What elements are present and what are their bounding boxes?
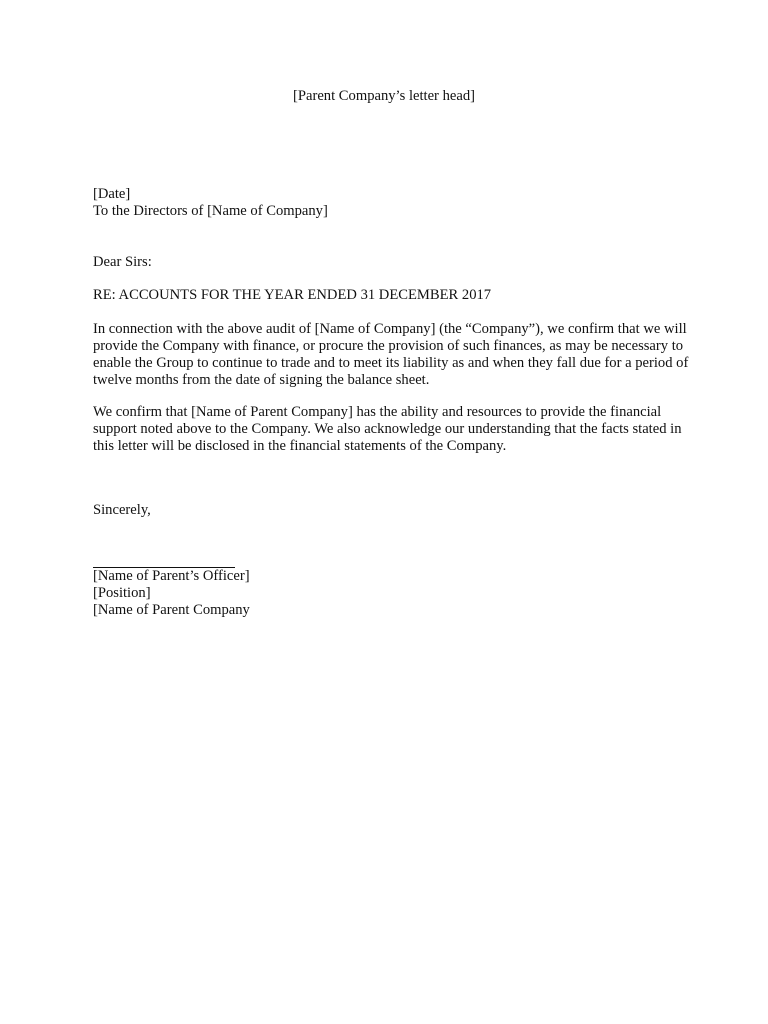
subject-line: RE: ACCOUNTS FOR THE YEAR ENDED 31 DECEMBER 2017 bbox=[93, 287, 492, 303]
paragraph-line: We confirm that [Name of Parent Company] has the ability and resources to provide the financial bbox=[93, 404, 662, 420]
paragraph-finance-support bbox=[93, 321, 689, 389]
recipient-line: To the Directors of [Name of Company] bbox=[93, 203, 328, 219]
closing: Sincerely, bbox=[93, 502, 151, 518]
officer-position: [Position] bbox=[93, 585, 151, 601]
paragraph-line: provide the Company with finance, or procure the provision of such finances, as may be necessary to bbox=[93, 338, 684, 354]
paragraph-confirmation bbox=[93, 404, 683, 455]
date-placeholder: [Date] bbox=[93, 186, 131, 202]
salutation: Dear Sirs: bbox=[93, 254, 152, 270]
paragraph-line: enable the Group to continue to trade and to meet its liability as and when they fall due for a period of bbox=[93, 355, 689, 371]
signature-block bbox=[93, 568, 683, 619]
paragraph-line: twelve months from the date of signing the balance sheet. bbox=[93, 372, 430, 388]
paragraph-line: this letter will be disclosed in the financial statements of the Company. bbox=[93, 438, 507, 454]
paragraph-line: In connection with the above audit of [Name of Company] (the “Company”), we confirm that we will bbox=[93, 321, 687, 337]
paragraph-line: support noted above to the Company. We also acknowledge our understanding that the facts stated in bbox=[93, 421, 682, 437]
parent-company-name: [Name of Parent Company bbox=[93, 602, 250, 618]
letterhead-placeholder: [Parent Company’s letter head] bbox=[293, 88, 475, 104]
address-block bbox=[93, 186, 683, 220]
officer-name: [Name of Parent’s Officer] bbox=[93, 568, 250, 584]
